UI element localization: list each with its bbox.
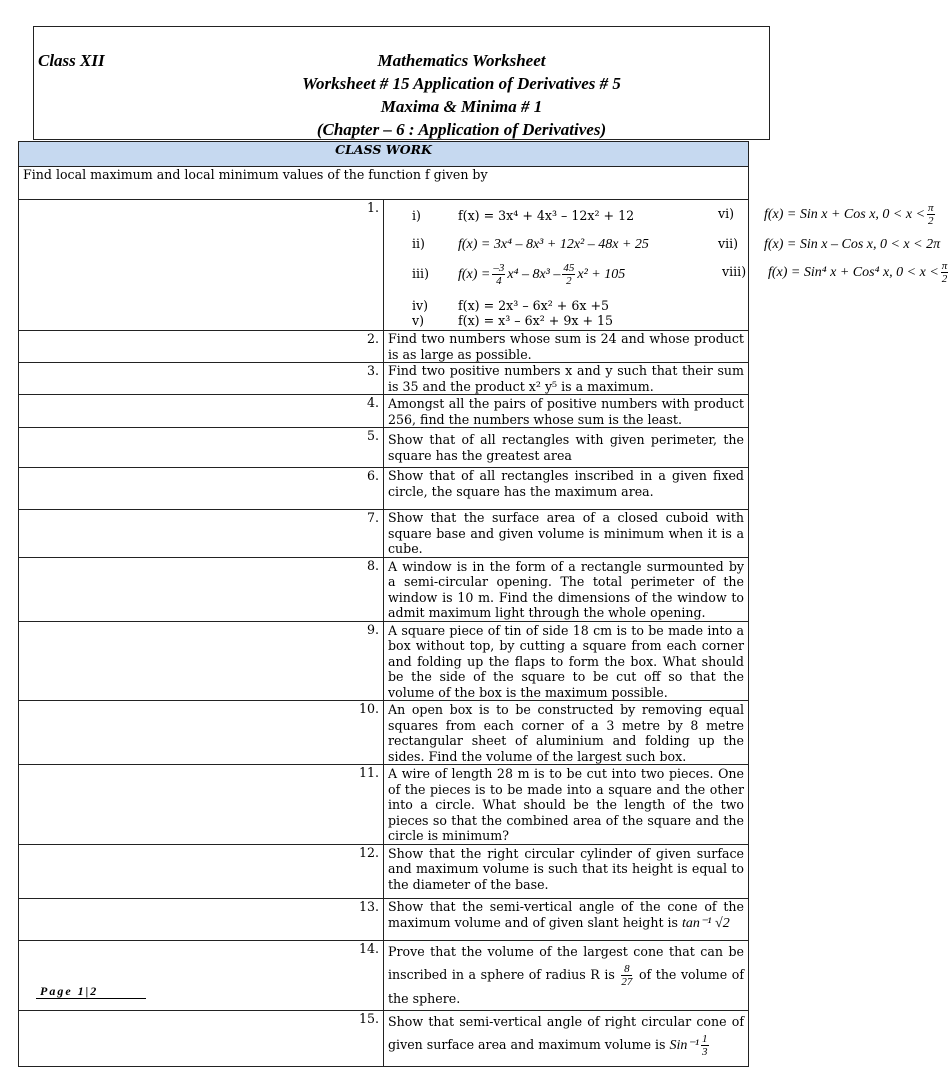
fraction-numerator: 8 (621, 963, 632, 976)
worksheet-table (18, 141, 948, 1067)
fraction-denominator: 2 (941, 273, 948, 285)
question-text-part: Prove that the volume of the largest cone that can be inscribed in a sphere of radius R is (388, 944, 744, 982)
worksheet-title: Mathematics Worksheet (377, 51, 546, 70)
fn-label: iv) (412, 298, 429, 313)
question-number: 3. (19, 363, 384, 395)
question-row (19, 844, 749, 899)
question-number: 1. (19, 200, 384, 331)
question-text (384, 899, 749, 941)
worksheet-number: Worksheet # 15 Application of Derivatives # 5 (302, 74, 621, 93)
question-text: An open box is to be constructed by removing equal squares from each corner of a 3 metre by 8 metre rectangular sheet of aluminium and folding up the sides. Find the volume of the largest such box. (384, 701, 749, 765)
fn-expression: f(x) = x³ – 6x² + 9x + 15 (458, 313, 614, 328)
question-text: Find two numbers whose sum is 24 and whose product is as large as possible. (384, 331, 749, 363)
question-number: 11. (19, 765, 384, 845)
question-functions (384, 200, 948, 331)
question-row (19, 200, 749, 331)
fn-expression: f(x) = Sin x + Cos x, 0 < x < (764, 207, 926, 222)
question-text: Show that the right circular cylinder of given surface and maximum volume is such that its height is equal to the diameter of the base. (384, 844, 749, 899)
question-number: 6. (19, 468, 384, 510)
question-text: Find two positive numbers x and y such that their sum is 35 and the product x² y⁵ is a maximum. (384, 363, 749, 395)
question-number: 2. (19, 331, 384, 363)
question-text: Show that of all rectangles inscribed in a given fixed circle, the square has the maximum area. (384, 468, 749, 510)
question-text: Show that of all rectangles with given perimeter, the square has the greatest area (384, 428, 749, 468)
question-number: 5. (19, 428, 384, 468)
fn-label: vi) (718, 206, 735, 221)
fraction-denominator: 2 (928, 215, 934, 227)
fn-expression: f(x) = Sin x – Cos x, 0 < x < 2π (764, 237, 941, 252)
chapter-title: (Chapter – 6 : Application of Derivatives) (316, 120, 607, 139)
question-row (19, 621, 749, 701)
question-number: 15. (19, 1011, 384, 1067)
question-row (19, 765, 749, 845)
question-text-part: Show that the semi-vertical angle of the cone of the maximum volume and of given slant height is (388, 899, 744, 930)
footer-divider (36, 998, 146, 999)
question-text: Amongst all the pairs of positive numbers with product 256, find the numbers whose sum is the least. (384, 395, 749, 428)
fraction-numerator: π (928, 202, 934, 214)
fn-label: viii) (722, 264, 747, 279)
fn-label: v) (412, 313, 425, 328)
question-number: 7. (19, 510, 384, 558)
fn-label: vii) (718, 236, 739, 251)
question-text-part: of the volume of the sphere. (388, 967, 744, 1006)
question-row (19, 510, 749, 558)
fn-expression: f(x) = 3x⁴ – 8x³ + 12x² – 48x + 25 (458, 237, 649, 252)
fraction-numerator: 45 (563, 262, 575, 274)
fn-label: iii) (412, 266, 429, 281)
question-text-part: Show that semi-vertical angle of right circular cone of given surface area and maximum volume is (388, 1014, 744, 1052)
question-number: 12. (19, 844, 384, 899)
question-row (19, 557, 749, 621)
fraction-denominator: 3 (702, 1046, 708, 1058)
fraction-denominator: 27 (621, 976, 633, 988)
question-row (19, 331, 749, 363)
question-row (19, 701, 749, 765)
question-number: 14. (19, 941, 384, 1011)
math-expression: tan⁻¹ √2 (682, 915, 730, 931)
question-row (19, 1011, 749, 1067)
fn-expression-part: x⁴ – 8x³ – (507, 267, 561, 282)
fn-expression: f(x) = Sin⁴ x + Cos⁴ x, 0 < x < (768, 265, 939, 280)
header-box (33, 26, 770, 140)
question-number: 8. (19, 557, 384, 621)
question-text: A square piece of tin of side 18 cm is to be made into a box without top, by cutting a square from each corner and folding up the flaps to form the box. What should be the side of the square to be cut off so that the volume of the box is the maximum possible. (384, 621, 749, 701)
fn-expression: f(x) = 3x⁴ + 4x³ – 12x² + 12 (458, 208, 635, 223)
page-number: Page 1|2 (40, 984, 99, 998)
fn-expression-part: x² + 105 (577, 267, 626, 282)
question-text: A window is in the form of a rectangle surmounted by a semi-circular opening. The total perimeter of the window is 10 m. Find the dimensions of the window to admit maximum light through the whole opening. (384, 557, 749, 621)
question-number: 4. (19, 395, 384, 428)
fraction-numerator: π (941, 260, 948, 272)
fn-expression-part: f(x) = (458, 267, 491, 282)
question-text (384, 941, 749, 1011)
question-number: 13. (19, 899, 384, 941)
fn-expression: f(x) = 2x³ – 6x² + 6x +5 (458, 298, 610, 313)
question-row (19, 468, 749, 510)
section-heading: CLASS WORK (19, 142, 749, 167)
fraction-numerator: –3 (493, 262, 505, 274)
question-text (384, 1011, 749, 1067)
question-row (19, 363, 749, 395)
question-row (19, 395, 749, 428)
class-label: Class XII (38, 51, 105, 70)
question-row (19, 899, 749, 941)
worksheet-topic: Maxima & Minima # 1 (380, 97, 543, 116)
question-text: Show that the surface area of a closed cuboid with square base and given volume is minimum when it is a cube. (384, 510, 749, 558)
fn-label: i) (412, 208, 421, 223)
fraction-denominator: 4 (496, 275, 502, 287)
question-number: 9. (19, 621, 384, 701)
fraction-numerator: 1 (702, 1033, 708, 1045)
question-row (19, 428, 749, 468)
fn-label: ii) (412, 236, 425, 251)
math-expression: Sin⁻¹ (669, 1038, 700, 1053)
question-number: 10. (19, 701, 384, 765)
intro-text: Find local maximum and local minimum values of the function f given by (19, 167, 749, 200)
question-row (19, 941, 749, 1011)
fraction-denominator: 2 (566, 275, 572, 287)
question-text: A wire of length 28 m is to be cut into two pieces. One of the pieces is to be made into a square and the other into a circle. What should be the length of the two pieces so that the combined area of the square and the circle is minimum? (384, 765, 749, 845)
